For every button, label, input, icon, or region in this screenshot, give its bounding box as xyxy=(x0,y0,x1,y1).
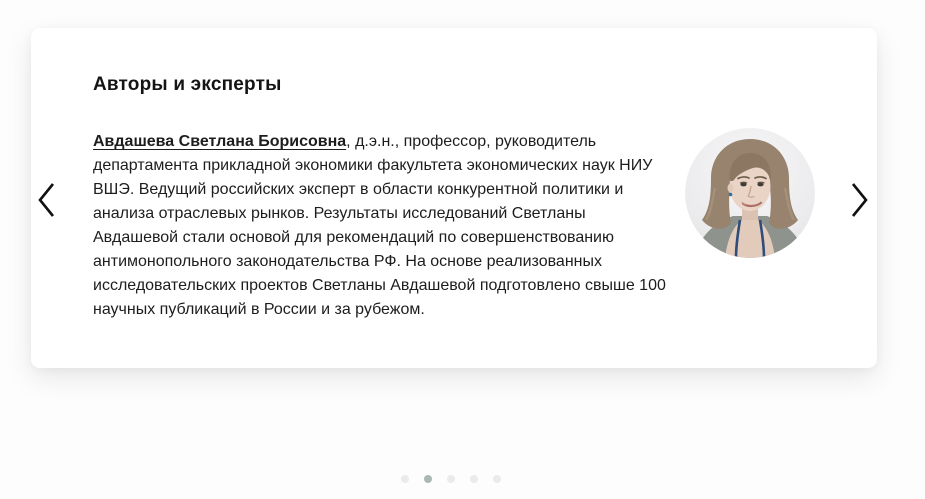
carousel-next-button[interactable] xyxy=(840,176,880,224)
carousel-card xyxy=(31,28,877,368)
author-bio-text: , д.э.н., профессор, руководитель департамента прикладной экономики факультета экономических наук НИУ ВШЭ. Ведущий российских эксперт в области конкурентной политики и анализа отраслевых рынков. Результаты исследований Светланы Авдашевой стали основой для рекомендаций по совершенствованию антимонопольного законодательства РФ. На основе реализованных исследовательских проектов Светланы Авдашевой подготовлено свыше 100 научных публикаций в России и за рубежом. xyxy=(93,133,666,318)
pagination-dot[interactable] xyxy=(493,475,501,483)
section-title: Авторы и эксперты xyxy=(93,74,282,95)
author-name-link[interactable]: Авдашева Светлана Борисовна xyxy=(93,133,347,150)
carousel-prev-button[interactable] xyxy=(26,176,66,224)
pagination-dot[interactable] xyxy=(447,475,455,483)
author-avatar-photo xyxy=(685,128,815,258)
chevron-left-icon xyxy=(35,181,57,219)
pagination-dot-active[interactable] xyxy=(424,475,432,483)
carousel-pagination xyxy=(401,475,501,483)
pagination-dot[interactable] xyxy=(401,475,409,483)
chevron-right-icon xyxy=(849,181,871,219)
author-bio xyxy=(93,130,667,322)
pagination-dot[interactable] xyxy=(470,475,478,483)
portrait-illustration xyxy=(685,128,815,258)
